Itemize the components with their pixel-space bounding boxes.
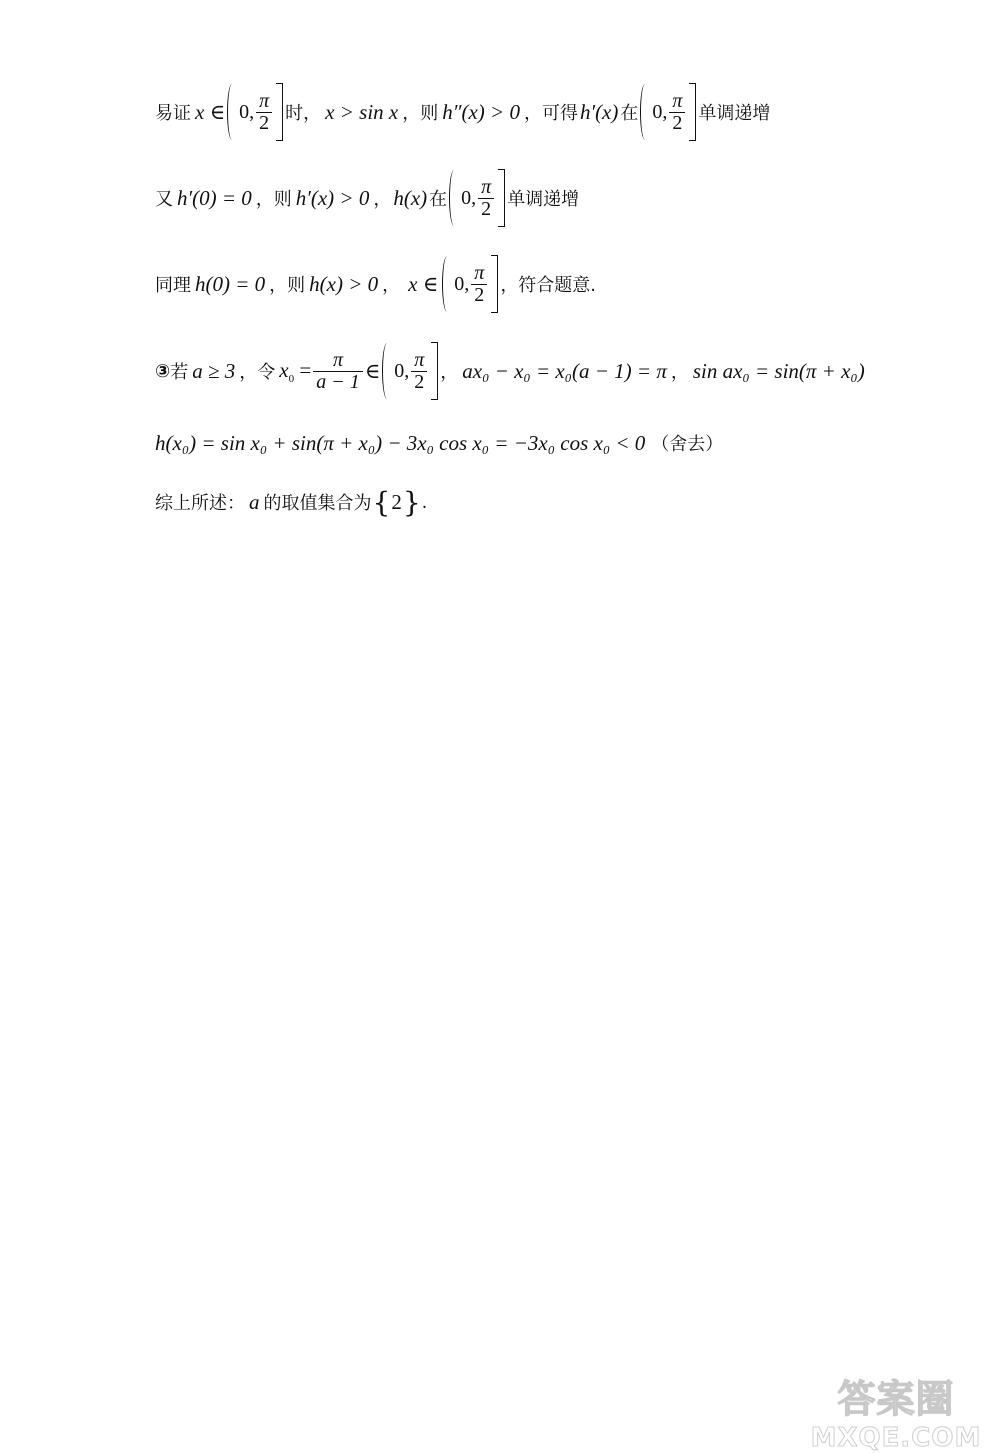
case-marker: ③ xyxy=(155,360,171,382)
interval-0-pi-over-2 xyxy=(449,170,505,226)
left-paren xyxy=(382,343,392,399)
text: ， xyxy=(670,362,689,383)
math: x > sin x xyxy=(325,99,399,124)
right-bracket xyxy=(491,255,498,313)
text: ，则 xyxy=(269,275,306,296)
right-bracket xyxy=(276,83,283,141)
text: 单调递增 xyxy=(507,189,580,210)
interval-0-pi-over-2 xyxy=(640,84,696,140)
right-bracket xyxy=(431,342,438,400)
interval-0-pi-over-2 xyxy=(442,256,498,312)
math: h(0) = 0 xyxy=(195,271,266,296)
text: ，则 xyxy=(402,103,439,124)
text: 在 xyxy=(429,189,448,210)
fraction-pi-over-2: $\frac{\pi}{2}$ xyxy=(411,350,427,393)
math: x ∈ xyxy=(408,271,439,296)
solution-line-4 xyxy=(155,343,865,399)
interval-start: 0, xyxy=(461,186,477,209)
interval-start: 0, xyxy=(239,100,255,123)
watermark-title: 答案圈 xyxy=(837,1377,955,1421)
left-paren xyxy=(442,256,452,312)
math: 2 xyxy=(391,489,402,514)
left-brace: { xyxy=(372,485,391,519)
watermark-logo xyxy=(808,1368,984,1453)
interval-0-pi-over-2 xyxy=(227,84,283,140)
left-paren xyxy=(227,84,237,140)
left-paren xyxy=(640,84,650,140)
text: 若 xyxy=(170,362,189,383)
solution-line-3 xyxy=(155,256,596,312)
math: h′(x) xyxy=(579,99,619,124)
interval-start: 0, xyxy=(454,272,470,295)
text: 易证 xyxy=(155,103,191,124)
math: h″(x) > 0 xyxy=(442,99,520,124)
right-bracket xyxy=(689,83,696,141)
math: sin ax₀ = sin(π + x₀) xyxy=(692,358,865,383)
watermark-domain: MXQE.COM xyxy=(810,1423,982,1453)
math: x ∈ xyxy=(195,99,226,124)
text: ， xyxy=(382,275,401,296)
text: ，符合题意. xyxy=(500,275,597,296)
interval-start: 0, xyxy=(394,359,410,382)
right-brace: } xyxy=(402,485,421,519)
fraction-pi-over-2: $\frac{\pi}{2}$ xyxy=(471,263,487,306)
math-x0: $x_0$ = xyxy=(279,357,312,385)
math: ax₀ − x₀ = x₀(a − 1) = π xyxy=(462,358,667,383)
solution-line-1 xyxy=(155,84,770,140)
text: ，可得 xyxy=(523,103,578,124)
text: （舍去） xyxy=(651,434,724,455)
math: a xyxy=(249,489,260,514)
fraction-pi-over-2: $\frac{\pi}{2}$ xyxy=(256,91,272,134)
math: a ≥ 3 xyxy=(192,358,236,383)
text: . xyxy=(421,491,428,513)
math: h(x) > 0 xyxy=(309,271,379,296)
math: h(x) xyxy=(393,185,428,210)
left-paren xyxy=(449,170,459,226)
text: 单调递增 xyxy=(698,103,771,124)
math: ∈ xyxy=(364,358,381,383)
interval-start: 0, xyxy=(652,100,668,123)
solution-conclusion xyxy=(155,485,427,519)
text: 时， xyxy=(285,103,322,124)
solution-line-5 xyxy=(155,428,723,458)
interval-0-pi-over-2 xyxy=(382,343,438,399)
text: ，令 xyxy=(239,362,276,383)
text: 又 xyxy=(155,189,173,210)
text: 在 xyxy=(620,103,639,124)
text: 综上所述： xyxy=(155,493,245,514)
text: 同理 xyxy=(155,275,191,296)
right-bracket xyxy=(498,169,505,227)
text: ， xyxy=(373,189,392,210)
text: 的取值集合为 xyxy=(263,493,372,514)
fraction-pi-over-2: $\frac{\pi}{2}$ xyxy=(669,91,685,134)
text: ，则 xyxy=(255,189,292,210)
solution-line-2 xyxy=(155,170,579,226)
math: h(x₀) = sin x₀ + sin(π + x₀) − 3x₀ cos x₀ = −3x₀ cos x₀ < 0 xyxy=(155,430,646,455)
fraction-pi-over-a-minus-1: $\frac{\pi}{a - 1}$ xyxy=(313,350,363,393)
text: ， xyxy=(440,362,459,383)
math: h′(0) = 0 xyxy=(177,185,252,210)
fraction-pi-over-2: $\frac{\pi}{2}$ xyxy=(478,177,494,220)
math: h′(x) > 0 xyxy=(295,185,370,210)
